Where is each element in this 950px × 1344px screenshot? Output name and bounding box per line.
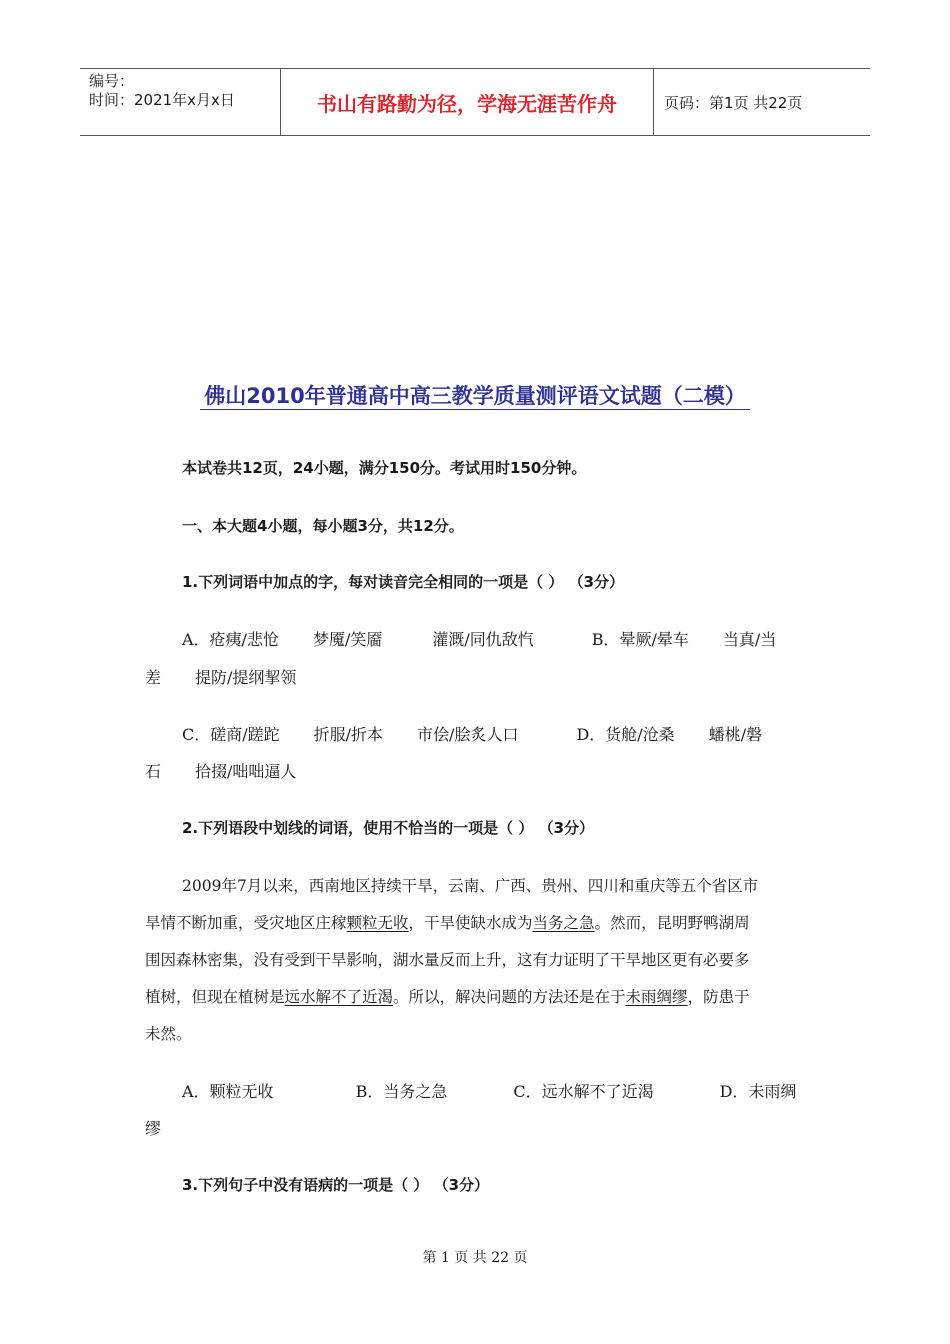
exam-intro: 本试卷共12页，24小题，满分150分。考试用时150分钟。 [182, 459, 587, 477]
q1-option-b: B．晕厥/晕车 [591, 630, 689, 649]
q1-option-c2: 折服/折本 [313, 725, 384, 744]
q1-option-c: C．磋商/蹉跎 [182, 725, 280, 744]
q1-option-c3: 市侩/脍炙人口 [417, 725, 519, 744]
q2-text: ，干旱使缺水成为 [408, 914, 533, 932]
section-heading: 一、本大题4小题，每小题3分，共12分。 [182, 517, 464, 535]
q1-options-row1 [145, 627, 862, 650]
q2-passage-line5: 未然。 [145, 1025, 192, 1043]
q1-option-d-cont: 石 [145, 762, 162, 781]
q2-passage-line2 [145, 911, 825, 933]
q2-passage-line4 [145, 985, 825, 1007]
q1-option-d: D．货舱/沧桑 [576, 725, 675, 744]
number-label: 编号： [89, 72, 135, 90]
q2-passage-line3: 围因森林密集，没有受到干旱影响，湖水量反而上升，这有力证明了干旱地区更有必要多 [145, 951, 750, 969]
q2-text: 旱情不断加重，受灾地区庄稼 [145, 914, 347, 932]
document-title [0, 380, 950, 410]
q2-option-a: A．颗粒无收 [182, 1082, 274, 1101]
q2-underline-1: 颗粒无收 [346, 914, 409, 932]
q2-stem: 2.下列语段中划线的词语，使用不恰当的一项是（ ） （3分） [182, 819, 595, 837]
q2-text: 。然而，昆明野鸭湖周 [594, 914, 750, 932]
q2-passage-line1: 2009年7月以来，西南地区持续干旱，云南、广西、贵州、四川和重庆等五个省区市 [182, 877, 759, 895]
header-page-info: 页码：第1页 共22页 [664, 93, 803, 112]
q1-options-row2-cont [145, 759, 825, 782]
q1-option-d3: 拾掇/咄咄逼人 [195, 762, 297, 781]
header-meta [80, 69, 281, 135]
q2-text: ，防患于 [687, 988, 750, 1006]
header-table [80, 68, 870, 136]
q1-option-b2: 当真/当 [722, 630, 777, 649]
q2-underline-3: 远水解不了近渴 [284, 988, 394, 1006]
q2-text: 植树，但现在植树是 [145, 988, 285, 1006]
q2-text: 。所以，解决问题的方法还是在于 [393, 988, 626, 1006]
q1-options-row2 [145, 722, 862, 745]
q1-option-b-cont: 差 [145, 668, 162, 687]
header-motto: 书山有路勤为径，学海无涯苦作舟 [281, 69, 654, 135]
page-footer: 第 1 页 共 22 页 [422, 1250, 528, 1266]
q2-options [145, 1079, 862, 1102]
q2-underline-4: 未雨绸缪 [625, 988, 688, 1006]
q1-options-row1-cont [145, 665, 825, 688]
q1-option-d2: 蟠桃/磐 [708, 725, 763, 744]
time-label: 时间：2021年x月x日 [89, 91, 235, 109]
q3-stem: 3.下列句子中没有语病的一项是（ ） （3分） [182, 1176, 490, 1194]
q2-option-b: B．当务之急 [355, 1082, 448, 1101]
q1-stem: 1.下列词语中加点的字，每对读音完全相同的一项是（ ） （3分） [182, 573, 625, 591]
document-title-text: 佛山2010年普通高中高三教学质量测评语文试题（二模） [200, 384, 749, 410]
q1-option-b3: 提防/提纲挈领 [195, 668, 297, 687]
q2-option-c: C．远水解不了近渴 [513, 1082, 654, 1101]
q2-underline-2: 当务之急 [532, 914, 595, 932]
q2-option-d-cont: 缪 [145, 1119, 162, 1138]
q1-option-a3: 灌溉/同仇敌忾 [432, 630, 534, 649]
q1-option-a: A．疮痍/悲怆 [182, 630, 279, 649]
q1-option-a2: 梦魇/笑靥 [312, 630, 383, 649]
q2-option-d: D．未雨绸 [719, 1082, 797, 1101]
